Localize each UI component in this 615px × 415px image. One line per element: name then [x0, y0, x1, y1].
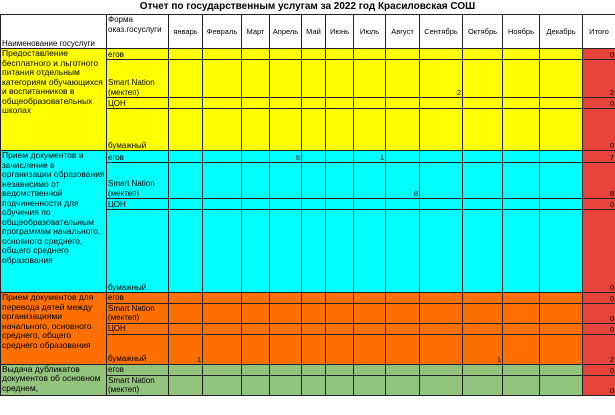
value-cell[interactable] [203, 375, 242, 395]
value-cell[interactable] [540, 98, 583, 109]
value-cell[interactable] [503, 151, 540, 163]
value-cell[interactable] [354, 109, 386, 151]
value-cell[interactable] [326, 210, 354, 293]
value-cell[interactable] [242, 210, 270, 293]
value-cell[interactable] [463, 364, 503, 375]
value-cell[interactable] [540, 60, 583, 98]
value-cell[interactable] [354, 334, 386, 364]
header-service[interactable]: Наименование госуслуги [1, 15, 107, 49]
value-cell[interactable] [463, 163, 503, 199]
report-title: Отчет по государственным услугам за 2022 год Красиловская СОШ [139, 1, 476, 12]
value-cell[interactable] [540, 293, 583, 304]
value-cell[interactable] [169, 364, 203, 375]
value-cell[interactable]: 8 [386, 163, 420, 199]
value-cell[interactable] [169, 109, 203, 151]
value-cell[interactable] [169, 303, 203, 323]
value-cell[interactable] [302, 375, 326, 395]
service-name[interactable]: Прием документов для перевода детей между организациями начального, основного среднего, общего среднего образования [1, 293, 107, 365]
value-cell[interactable] [242, 375, 270, 395]
value-cell[interactable] [386, 109, 420, 151]
value-cell[interactable] [270, 199, 302, 210]
service-form[interactable]: Smart Nation (мектеп) [107, 303, 169, 323]
value-cell[interactable] [354, 303, 386, 323]
value-cell[interactable] [503, 210, 540, 293]
service-name[interactable]: Выдача дубликатов документов об основном среднем, [1, 364, 107, 395]
value-cell[interactable] [169, 151, 203, 163]
header-month[interactable]: Сентябрь [420, 15, 463, 49]
value-cell[interactable] [203, 364, 242, 375]
value-cell[interactable] [503, 163, 540, 199]
value-cell[interactable] [242, 334, 270, 364]
header-month[interactable]: Декабрь [540, 15, 583, 49]
total-cell[interactable]: 0 [583, 293, 615, 304]
value-cell[interactable] [420, 109, 463, 151]
service-name[interactable]: Прием документов и зачисление в организации образования независимо от ведомственной подчиненности для обучения по общеобразовательным программам начального, основного среднего, общего среднего образования [1, 151, 107, 293]
total-cell[interactable]: 0 [583, 49, 615, 60]
value-cell[interactable] [503, 98, 540, 109]
service-form[interactable]: Smart Nation (мектеп) [107, 375, 169, 395]
value-cell[interactable] [503, 60, 540, 98]
value-cell[interactable] [386, 98, 420, 109]
value-cell[interactable] [169, 60, 203, 98]
service-form[interactable]: егов [107, 364, 169, 375]
value-cell[interactable] [302, 98, 326, 109]
header-month[interactable]: Февраль [203, 15, 242, 49]
value-cell[interactable] [270, 334, 302, 364]
value-cell[interactable] [242, 98, 270, 109]
value-cell[interactable] [242, 151, 270, 163]
value-cell[interactable] [242, 109, 270, 151]
value-cell[interactable] [386, 334, 420, 364]
value-cell[interactable] [203, 49, 242, 60]
value-cell[interactable] [354, 163, 386, 199]
value-cell[interactable] [203, 303, 242, 323]
value-cell[interactable] [354, 364, 386, 375]
value-cell[interactable] [169, 210, 203, 293]
value-cell[interactable] [203, 163, 242, 199]
value-cell[interactable] [270, 210, 302, 293]
value-cell[interactable] [540, 163, 583, 199]
value-cell[interactable] [503, 293, 540, 304]
value-cell[interactable] [503, 199, 540, 210]
value-cell[interactable] [326, 163, 354, 199]
value-cell[interactable] [463, 323, 503, 334]
value-cell[interactable] [463, 293, 503, 304]
total-cell[interactable]: 0 [583, 375, 615, 395]
value-cell[interactable] [326, 334, 354, 364]
service-form[interactable]: егов [107, 49, 169, 60]
value-cell[interactable] [270, 109, 302, 151]
value-cell[interactable] [354, 60, 386, 98]
value-cell[interactable] [203, 151, 242, 163]
value-cell[interactable] [169, 98, 203, 109]
value-cell[interactable] [270, 60, 302, 98]
value-cell[interactable] [540, 109, 583, 151]
header-total[interactable]: Итого [583, 15, 615, 49]
value-cell[interactable] [203, 334, 242, 364]
value-cell[interactable] [270, 98, 302, 109]
service-form[interactable]: бумажный [107, 109, 169, 151]
value-cell[interactable] [503, 303, 540, 323]
total-cell[interactable]: 0 [583, 109, 615, 151]
value-cell[interactable] [386, 60, 420, 98]
header-month[interactable]: Апрель [270, 15, 302, 49]
value-cell[interactable] [503, 49, 540, 60]
value-cell[interactable] [354, 323, 386, 334]
value-cell[interactable] [242, 364, 270, 375]
total-cell[interactable]: 2 [583, 60, 615, 98]
service-form[interactable]: ЦОН [107, 199, 169, 210]
value-cell[interactable] [463, 98, 503, 109]
value-cell[interactable] [540, 49, 583, 60]
value-cell[interactable] [420, 199, 463, 210]
value-cell[interactable] [503, 109, 540, 151]
value-cell[interactable] [354, 49, 386, 60]
value-cell[interactable] [302, 293, 326, 304]
value-cell[interactable] [463, 60, 503, 98]
value-cell[interactable] [420, 210, 463, 293]
total-cell[interactable]: 0 [583, 199, 615, 210]
value-cell[interactable] [386, 151, 420, 163]
value-cell[interactable] [503, 323, 540, 334]
header-form[interactable]: Форма оказ.госуслуги [107, 15, 169, 49]
value-cell[interactable] [503, 334, 540, 364]
value-cell[interactable] [354, 375, 386, 395]
value-cell[interactable] [203, 323, 242, 334]
value-cell[interactable] [326, 375, 354, 395]
value-cell[interactable] [420, 49, 463, 60]
value-cell[interactable] [503, 375, 540, 395]
value-cell[interactable] [326, 109, 354, 151]
total-cell[interactable]: 2 [583, 334, 615, 364]
value-cell[interactable] [463, 375, 503, 395]
value-cell[interactable] [326, 199, 354, 210]
value-cell[interactable] [302, 49, 326, 60]
value-cell[interactable] [302, 364, 326, 375]
total-cell[interactable]: 0 [583, 210, 615, 293]
value-cell[interactable] [420, 375, 463, 395]
value-cell[interactable] [326, 98, 354, 109]
service-name[interactable]: Предоставление бесплатного и льготного питания отдельным категориям обучающихся и воспитанников в общеобразовательных школах [1, 49, 107, 151]
value-cell[interactable] [326, 60, 354, 98]
value-cell[interactable] [463, 303, 503, 323]
value-cell[interactable] [169, 199, 203, 210]
value-cell[interactable] [463, 210, 503, 293]
value-cell[interactable] [169, 293, 203, 304]
value-cell[interactable] [242, 199, 270, 210]
value-cell[interactable] [420, 303, 463, 323]
value-cell[interactable] [242, 293, 270, 304]
total-cell[interactable]: 0 [583, 323, 615, 334]
value-cell[interactable] [540, 375, 583, 395]
value-cell[interactable] [270, 323, 302, 334]
value-cell[interactable] [270, 364, 302, 375]
value-cell[interactable] [463, 151, 503, 163]
value-cell[interactable]: 6 [270, 151, 302, 163]
value-cell[interactable] [540, 323, 583, 334]
value-cell[interactable] [203, 109, 242, 151]
value-cell[interactable] [203, 210, 242, 293]
value-cell[interactable] [203, 293, 242, 304]
header-month[interactable]: Август [386, 15, 420, 49]
value-cell[interactable] [302, 303, 326, 323]
value-cell[interactable] [302, 210, 326, 293]
value-cell[interactable] [463, 199, 503, 210]
value-cell[interactable] [326, 303, 354, 323]
value-cell[interactable]: 1 [354, 151, 386, 163]
value-cell[interactable] [420, 293, 463, 304]
value-cell[interactable] [326, 293, 354, 304]
value-cell[interactable] [354, 98, 386, 109]
value-cell[interactable] [270, 293, 302, 304]
value-cell[interactable] [302, 199, 326, 210]
value-cell[interactable] [540, 334, 583, 364]
value-cell[interactable] [463, 49, 503, 60]
value-cell[interactable]: 2 [420, 60, 463, 98]
value-cell[interactable] [270, 303, 302, 323]
value-cell[interactable] [242, 163, 270, 199]
value-cell[interactable] [540, 151, 583, 163]
header-row [1, 15, 615, 49]
value-cell[interactable] [420, 151, 463, 163]
value-cell[interactable] [270, 375, 302, 395]
value-cell[interactable] [386, 364, 420, 375]
value-cell[interactable] [302, 334, 326, 364]
total-cell[interactable]: 7 [583, 151, 615, 163]
header-month[interactable]: Июль [354, 15, 386, 49]
header-month[interactable]: Май [302, 15, 326, 49]
value-cell[interactable] [386, 293, 420, 304]
value-cell[interactable] [420, 364, 463, 375]
value-cell[interactable] [503, 364, 540, 375]
total-cell[interactable]: 0 [583, 303, 615, 323]
value-cell[interactable] [354, 199, 386, 210]
service-form[interactable]: ЦОН [107, 98, 169, 109]
value-cell[interactable] [386, 49, 420, 60]
value-cell[interactable] [203, 199, 242, 210]
value-cell[interactable] [326, 323, 354, 334]
value-cell[interactable] [203, 98, 242, 109]
value-cell[interactable]: 1 [169, 334, 203, 364]
header-month[interactable]: январь [169, 15, 203, 49]
value-cell[interactable] [386, 375, 420, 395]
value-cell[interactable] [242, 323, 270, 334]
service-form[interactable]: Smart Nation (мектеп) [107, 163, 169, 199]
header-month[interactable]: Октябрь [463, 15, 503, 49]
table-row [1, 364, 615, 375]
value-cell[interactable] [169, 323, 203, 334]
value-cell[interactable] [242, 303, 270, 323]
value-cell[interactable] [540, 364, 583, 375]
value-cell[interactable] [302, 163, 326, 199]
total-cell[interactable]: 0 [583, 364, 615, 375]
value-cell[interactable] [270, 163, 302, 199]
value-cell[interactable] [386, 199, 420, 210]
service-form[interactable]: егов [107, 293, 169, 304]
value-cell[interactable] [302, 323, 326, 334]
header-month[interactable]: Ноябрь [503, 15, 540, 49]
value-cell[interactable] [386, 323, 420, 334]
value-cell[interactable] [463, 109, 503, 151]
header-month[interactable]: Март [242, 15, 270, 49]
value-cell[interactable] [169, 163, 203, 199]
total-cell[interactable]: 0 [583, 98, 615, 109]
value-cell[interactable] [242, 49, 270, 60]
value-cell[interactable] [203, 60, 242, 98]
value-cell[interactable] [302, 109, 326, 151]
value-cell[interactable] [420, 98, 463, 109]
value-cell[interactable] [270, 49, 302, 60]
value-cell[interactable] [169, 375, 203, 395]
service-form[interactable]: бумажный [107, 334, 169, 364]
service-form[interactable]: бумажный [107, 210, 169, 293]
value-cell[interactable] [354, 210, 386, 293]
value-cell[interactable] [420, 334, 463, 364]
value-cell[interactable] [302, 151, 326, 163]
service-form[interactable]: егов [107, 151, 169, 163]
value-cell[interactable] [540, 199, 583, 210]
report-table [0, 14, 615, 396]
value-cell[interactable] [242, 60, 270, 98]
header-month[interactable]: Июнь [326, 15, 354, 49]
value-cell[interactable] [540, 303, 583, 323]
service-form[interactable]: ЦОН [107, 323, 169, 334]
table-row [1, 293, 615, 304]
value-cell[interactable] [326, 151, 354, 163]
table-row [1, 151, 615, 163]
value-cell[interactable] [302, 60, 326, 98]
value-cell[interactable] [354, 293, 386, 304]
value-cell[interactable] [386, 210, 420, 293]
value-cell[interactable] [169, 49, 203, 60]
value-cell[interactable] [326, 49, 354, 60]
value-cell[interactable] [540, 210, 583, 293]
value-cell[interactable] [420, 163, 463, 199]
value-cell[interactable] [326, 364, 354, 375]
total-cell[interactable]: 8 [583, 163, 615, 199]
value-cell[interactable]: 1 [463, 334, 503, 364]
value-cell[interactable] [420, 323, 463, 334]
table-row [1, 49, 615, 60]
service-form[interactable]: Smart Nation (мектеп) [107, 60, 169, 98]
value-cell[interactable] [386, 303, 420, 323]
